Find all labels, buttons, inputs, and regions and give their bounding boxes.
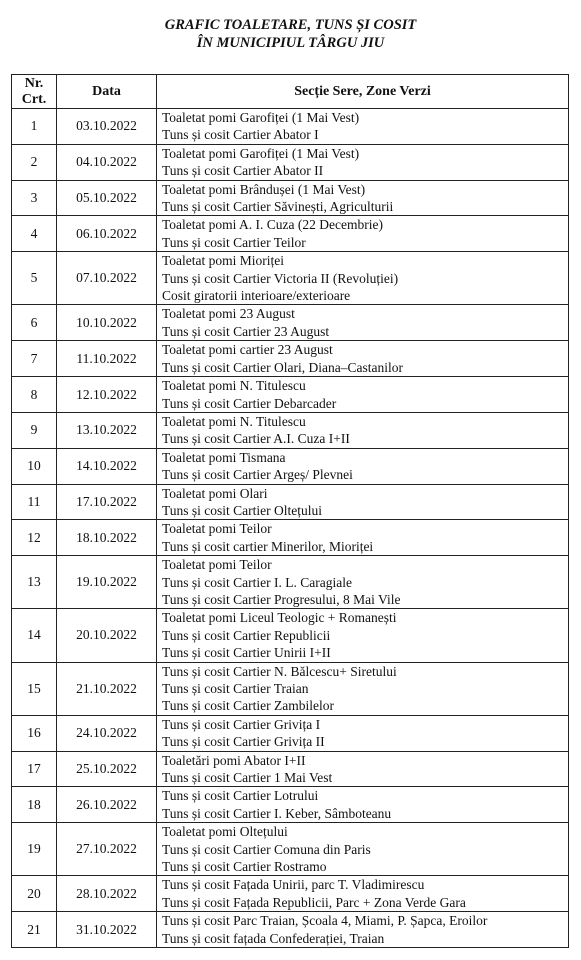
activity-line: Toaletat pomi Teilor (162, 557, 272, 573)
row-number: 14 (12, 609, 57, 662)
row-number: 17 (12, 751, 57, 787)
row-activities (157, 556, 569, 609)
row-activities (157, 109, 569, 145)
row-date: 12.10.2022 (57, 377, 157, 413)
activity-line: Tuns și cosit Cartier I. L. Caragiale (162, 574, 352, 590)
table-row (12, 823, 569, 876)
activity-line: Toaletat pomi Liceul Teologic + Romanești (162, 610, 397, 626)
activity-line: Tuns și cosit Cartier Argeș/ Plevnei (162, 467, 353, 483)
activity-line: Tuns și cosit Cartier Teilor (162, 234, 306, 250)
activity-line: Tuns și cosit Cartier I. Keber, Sâmboteanu (162, 805, 392, 821)
row-number: 8 (12, 377, 57, 413)
table-header-row (12, 75, 569, 109)
activity-line: Toaletat pomi Oltețului (162, 824, 288, 840)
table-row (12, 305, 569, 341)
table-row (12, 216, 569, 252)
header-section: Secție Sere, Zone Verzi (157, 75, 569, 109)
row-number: 3 (12, 180, 57, 216)
activity-line: Toaletat pomi Teilor (162, 521, 272, 537)
activity-line: Tuns și cosit Cartier Republicii (162, 627, 331, 643)
row-number: 11 (12, 484, 57, 520)
row-activities (157, 216, 569, 252)
activity-line: Tuns și cosit Cartier Debarcader (162, 395, 337, 411)
row-activities (157, 448, 569, 484)
activity-line: Tuns și cosit cartier Minerilor, Mioriței (162, 538, 374, 554)
activity-line: Tuns și cosit Cartier N. Bălcescu+ Siretului (162, 663, 397, 679)
table-row (12, 377, 569, 413)
document-title-line-1: GRAFIC TOALETARE, TUNS ȘI COSIT (164, 17, 417, 33)
table-row (12, 556, 569, 609)
row-date: 26.10.2022 (57, 787, 157, 823)
row-date: 24.10.2022 (57, 715, 157, 751)
row-activities (157, 520, 569, 556)
document-title-line-2: ÎN MUNICIPIUL TÂRGU JIU (196, 35, 385, 51)
row-activities (157, 787, 569, 823)
row-number: 2 (12, 144, 57, 180)
row-date: 04.10.2022 (57, 144, 157, 180)
row-activities (157, 252, 569, 305)
table-row (12, 751, 569, 787)
table-row (12, 448, 569, 484)
row-activities (157, 144, 569, 180)
row-number: 13 (12, 556, 57, 609)
activity-line: Toaletat pomi Garofiței (1 Mai Vest) (162, 110, 360, 125)
row-date: 11.10.2022 (57, 341, 157, 377)
row-date: 20.10.2022 (57, 609, 157, 662)
row-number: 18 (12, 787, 57, 823)
row-date: 06.10.2022 (57, 216, 157, 252)
table-row (12, 609, 569, 662)
row-activities (157, 484, 569, 520)
table-row (12, 412, 569, 448)
row-activities (157, 609, 569, 662)
activity-line: Tuns și cosit Cartier Rostramo (162, 859, 327, 875)
activity-line: Tuns și cosit Cartier Victoria II (Revoluției) (162, 270, 399, 286)
table-row (12, 252, 569, 305)
row-number: 1 (12, 109, 57, 145)
row-number: 9 (12, 412, 57, 448)
table-row (12, 715, 569, 751)
activity-line: Toaletat pomi N. Titulescu (162, 413, 306, 429)
activity-line: Toaletat pomi N. Titulescu (162, 378, 306, 394)
table-row (12, 520, 569, 556)
table-row (12, 144, 569, 180)
row-number: 12 (12, 520, 57, 556)
activity-line: Tuns și cosit Cartier Olari, Diana–Castanilor (162, 359, 403, 375)
schedule-table (11, 74, 569, 948)
row-date: 27.10.2022 (57, 823, 157, 876)
activity-line: Toaletat pomi Tismana (162, 449, 286, 465)
row-activities (157, 912, 569, 948)
row-activities (157, 876, 569, 912)
row-date: 14.10.2022 (57, 448, 157, 484)
activity-line: Tuns și cosit Cartier Abator II (162, 163, 324, 179)
row-date: 18.10.2022 (57, 520, 157, 556)
row-activities (157, 305, 569, 341)
row-date: 03.10.2022 (57, 109, 157, 145)
table-row (12, 662, 569, 715)
table-row (12, 912, 569, 948)
row-activities (157, 823, 569, 876)
activity-line: Tuns și cosit Cartier A.I. Cuza I+II (162, 431, 350, 447)
activity-line: Tuns și cosit Cartier 1 Mai Vest (162, 770, 333, 786)
activity-line: Tuns și cosit Cartier Grivița I (162, 716, 321, 732)
row-activities (157, 377, 569, 413)
table-body (12, 109, 569, 948)
activity-line: Tuns și cosit Fațada Unirii, parc T. Vladimirescu (162, 877, 425, 893)
header-nr-line-2: Crt. (21, 91, 47, 107)
row-date: 17.10.2022 (57, 484, 157, 520)
activity-line: Toaletat pomi Mioriței (162, 253, 285, 269)
row-date: 19.10.2022 (57, 556, 157, 609)
header-date: Data (57, 75, 157, 109)
activity-line: Cosit giratorii interioare/exterioare (162, 288, 351, 304)
row-number: 7 (12, 341, 57, 377)
row-activities (157, 751, 569, 787)
row-date: 31.10.2022 (57, 912, 157, 948)
row-number: 4 (12, 216, 57, 252)
row-date: 13.10.2022 (57, 412, 157, 448)
activity-line: Tuns și cosit Cartier Grivița II (162, 734, 325, 750)
row-date: 07.10.2022 (57, 252, 157, 305)
activity-line: Tuns și cosit Cartier Săvinești, Agriculturii (162, 199, 394, 215)
row-number: 19 (12, 823, 57, 876)
row-activities (157, 662, 569, 715)
table-row (12, 484, 569, 520)
activity-line: Tuns și cosit fațada Confederației, Traian (162, 930, 385, 946)
activity-line: Tuns și cosit Cartier Abator I (162, 127, 319, 143)
row-date: 21.10.2022 (57, 662, 157, 715)
row-activities (157, 341, 569, 377)
table-row (12, 787, 569, 823)
table-row (12, 876, 569, 912)
row-date: 05.10.2022 (57, 180, 157, 216)
row-number: 15 (12, 662, 57, 715)
header-nr-line-1: Nr. (24, 75, 44, 91)
activity-line: Tuns și cosit Cartier Progresului, 8 Mai Vile (162, 591, 401, 607)
header-nr-crt (12, 75, 57, 109)
activity-line: Tuns și cosit Cartier 23 August (162, 323, 330, 339)
activity-line: Tuns și cosit Cartier Unirii I+II (162, 645, 331, 661)
row-date: 28.10.2022 (57, 876, 157, 912)
activity-line: Toaletat pomi Garofiței (1 Mai Vest) (162, 145, 360, 161)
row-number: 10 (12, 448, 57, 484)
activity-line: Toaletat pomi cartier 23 August (162, 342, 333, 358)
row-number: 20 (12, 876, 57, 912)
activity-line: Toaletat pomi Brândușei (1 Mai Vest) (162, 181, 366, 197)
table-row (12, 180, 569, 216)
row-number: 16 (12, 715, 57, 751)
activity-line: Toaletat pomi 23 August (162, 306, 295, 322)
activity-line: Toaletări pomi Abator I+II (162, 752, 306, 768)
activity-line: Tuns și cosit Parc Traian, Școala 4, Miami, P. Șapca, Eroilor (162, 913, 488, 929)
row-date: 25.10.2022 (57, 751, 157, 787)
activity-line: Tuns și cosit Fațada Republicii, Parc + Zona Verde Gara (162, 894, 466, 910)
row-activities (157, 180, 569, 216)
activity-line: Toaletat pomi Olari (162, 485, 268, 501)
row-date: 10.10.2022 (57, 305, 157, 341)
activity-line: Tuns și cosit Cartier Traian (162, 681, 309, 696)
activity-line: Tuns și cosit Cartier Zambilelor (162, 698, 334, 714)
row-activities (157, 412, 569, 448)
row-activities (157, 715, 569, 751)
activity-line: Tuns și cosit Cartier Comuna din Paris (162, 841, 371, 857)
row-number: 6 (12, 305, 57, 341)
table-row (12, 109, 569, 145)
table-row (12, 341, 569, 377)
activity-line: Tuns și cosit Cartier Oltețului (162, 502, 323, 518)
activity-line: Tuns și cosit Cartier Lotrului (162, 788, 319, 804)
activity-line: Toaletat pomi A. I. Cuza (22 Decembrie) (162, 217, 383, 233)
row-number: 5 (12, 252, 57, 305)
row-number: 21 (12, 912, 57, 948)
